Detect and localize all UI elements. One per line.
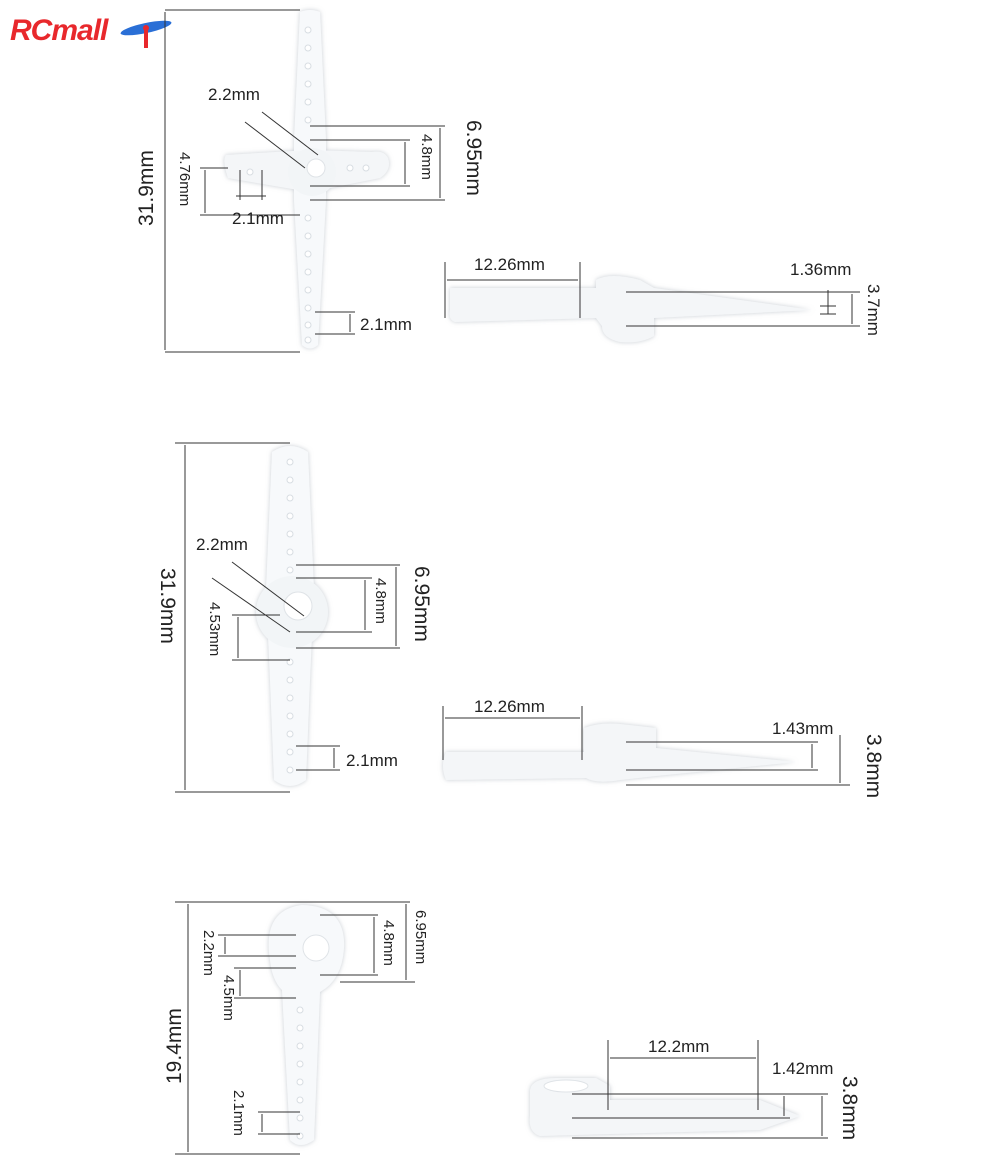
horn2-side-thickness-label: 1.43mm (772, 719, 834, 738)
brand-logo: RCmall (10, 14, 108, 47)
horn2-hub-label: 6.95mm (410, 566, 433, 642)
horn1-side-length-label: 12.26mm (474, 255, 545, 274)
horn3-length-label: 19.4mm (163, 1008, 186, 1084)
horn3-side-thickness-label: 1.42mm (772, 1059, 834, 1078)
horn1-side-thickness-label: 1.36mm (790, 260, 852, 279)
horn3-hole-label: 2.2mm (200, 930, 217, 976)
horn1-arm-hole-label: 2.1mm (232, 209, 284, 228)
horn1-inner-label: 4.8mm (418, 134, 435, 180)
horn1-side-height-label: 3.7mm (864, 284, 883, 336)
horn1-arm-width-label: 4.76mm (176, 152, 193, 207)
horn2-hole-label: 2.2mm (196, 535, 248, 554)
horn3-front-view (269, 905, 344, 1145)
horn3-side-view (530, 1078, 800, 1136)
horn1-hub-label: 6.95mm (462, 120, 485, 196)
horn1-length-label: 31.9mm (135, 150, 158, 226)
horn2-pitch-label: 2.1mm (346, 751, 398, 770)
horn2-width-label: 4.53mm (206, 602, 223, 657)
horn1-pitch-label: 2.1mm (360, 315, 412, 334)
horn1-front-view (224, 10, 389, 349)
horn3-width-label: 4.5mm (220, 975, 237, 1021)
horn2-side-height-label: 3.8mm (862, 734, 885, 799)
horn2-side-length-label: 12.26mm (474, 697, 545, 716)
horn3-pitch-label: 2.1mm (230, 1090, 247, 1136)
horn3-hub-label: 6.95mm (412, 910, 429, 965)
horn2-inner-label: 4.8mm (372, 578, 389, 624)
horn2-length-label: 31.9mm (156, 568, 179, 644)
horn3-side-height-label: 3.8mm (838, 1076, 861, 1141)
horn1-side-view (450, 276, 812, 342)
horn2-side-view (443, 724, 796, 782)
horn3-inner-label: 4.8mm (380, 920, 397, 966)
horn1-hole-label: 2.2mm (208, 85, 260, 104)
horn3-side-length-label: 12.2mm (648, 1037, 710, 1056)
